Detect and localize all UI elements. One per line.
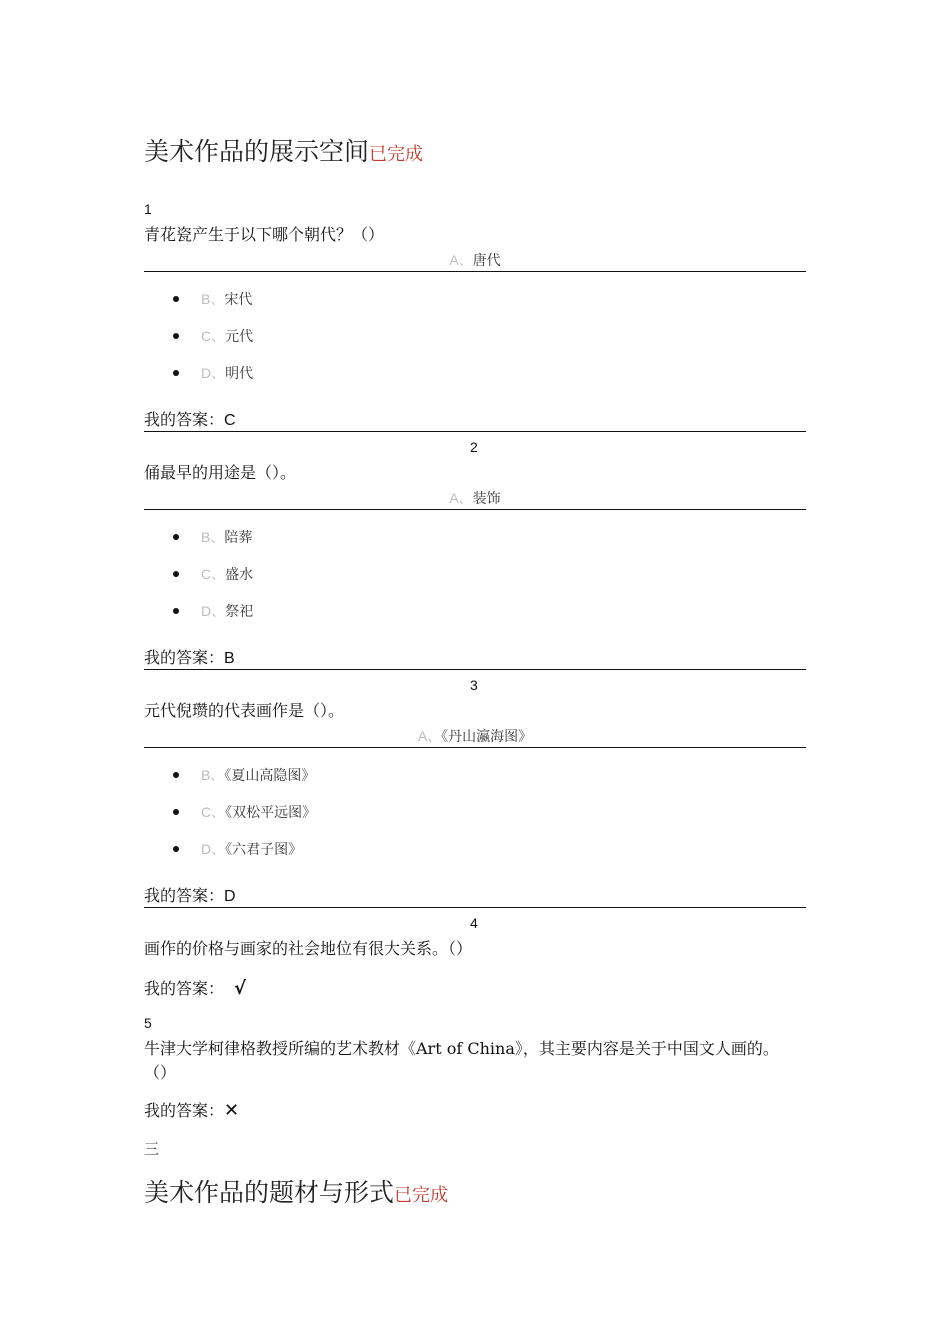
question-number: 3 xyxy=(470,677,478,693)
option-b[interactable]: B、宋代 xyxy=(201,291,253,308)
option-a[interactable]: A、唐代 xyxy=(449,252,501,269)
check-icon: √ xyxy=(234,978,247,999)
bullet xyxy=(173,370,179,376)
answer-value: B xyxy=(224,650,235,667)
my-answer: 我的答案：✕ xyxy=(144,1100,240,1121)
bullet xyxy=(173,534,179,540)
option-c[interactable]: C、盛水 xyxy=(201,566,254,583)
my-answer: 我的答案：B xyxy=(144,648,235,667)
my-answer: 我的答案：C xyxy=(144,410,236,429)
bullet xyxy=(173,571,179,577)
question-text-cont: （） xyxy=(144,1063,177,1082)
section-title: 美术作品的展示空间 xyxy=(144,137,370,166)
status-completed: 已完成 xyxy=(369,144,424,165)
question-text: 青花瓷产生于以下哪个朝代？（） xyxy=(144,225,385,244)
bullet xyxy=(173,608,179,614)
answer-value: C xyxy=(224,412,236,429)
question-text: 元代倪瓒的代表画作是（）。 xyxy=(144,701,345,720)
question-text: 俑最早的用途是（）。 xyxy=(144,463,297,482)
option-a[interactable]: A、装饰 xyxy=(449,490,501,507)
bullet xyxy=(173,333,179,339)
bullet xyxy=(173,772,179,778)
section-heading xyxy=(144,137,423,167)
section-title: 美术作品的题材与形式 xyxy=(144,1178,395,1207)
divider xyxy=(144,509,806,510)
option-d[interactable]: D、明代 xyxy=(201,365,254,382)
question-text: 牛津大学柯律格教授所编的艺术教材《Art of China》，其主要内容是关于中国文人画的。 xyxy=(144,1039,779,1058)
cross-icon: ✕ xyxy=(224,1100,240,1121)
divider xyxy=(144,907,806,908)
divider xyxy=(144,271,806,272)
option-d[interactable]: D、《六君子图》 xyxy=(201,841,303,858)
my-answer: 我的答案：D xyxy=(144,886,236,905)
bullet xyxy=(173,846,179,852)
answer-value: D xyxy=(224,888,236,905)
option-a[interactable]: A、《丹山瀛海图》 xyxy=(417,728,533,745)
divider xyxy=(144,669,806,670)
my-answer: 我的答案： √ xyxy=(144,978,247,999)
section-heading xyxy=(144,1178,448,1208)
question-number: 2 xyxy=(470,439,478,455)
divider xyxy=(144,431,806,432)
question-number: 1 xyxy=(144,201,152,217)
option-b[interactable]: B、《夏山高隐图》 xyxy=(201,767,316,784)
option-b[interactable]: B、陪葬 xyxy=(201,529,253,546)
question-number: 4 xyxy=(470,915,478,931)
option-c[interactable]: C、元代 xyxy=(201,328,254,345)
bullet xyxy=(173,296,179,302)
option-c[interactable]: C、《双松平远图》 xyxy=(201,804,317,821)
option-d[interactable]: D、祭祀 xyxy=(201,603,254,620)
bullet xyxy=(173,809,179,815)
question-number: 5 xyxy=(144,1015,152,1031)
section-marker: 三 xyxy=(144,1140,160,1158)
divider xyxy=(144,747,806,748)
question-text: 画作的价格与画家的社会地位有很大关系。（） xyxy=(144,939,473,958)
status-completed: 已完成 xyxy=(394,1185,449,1206)
